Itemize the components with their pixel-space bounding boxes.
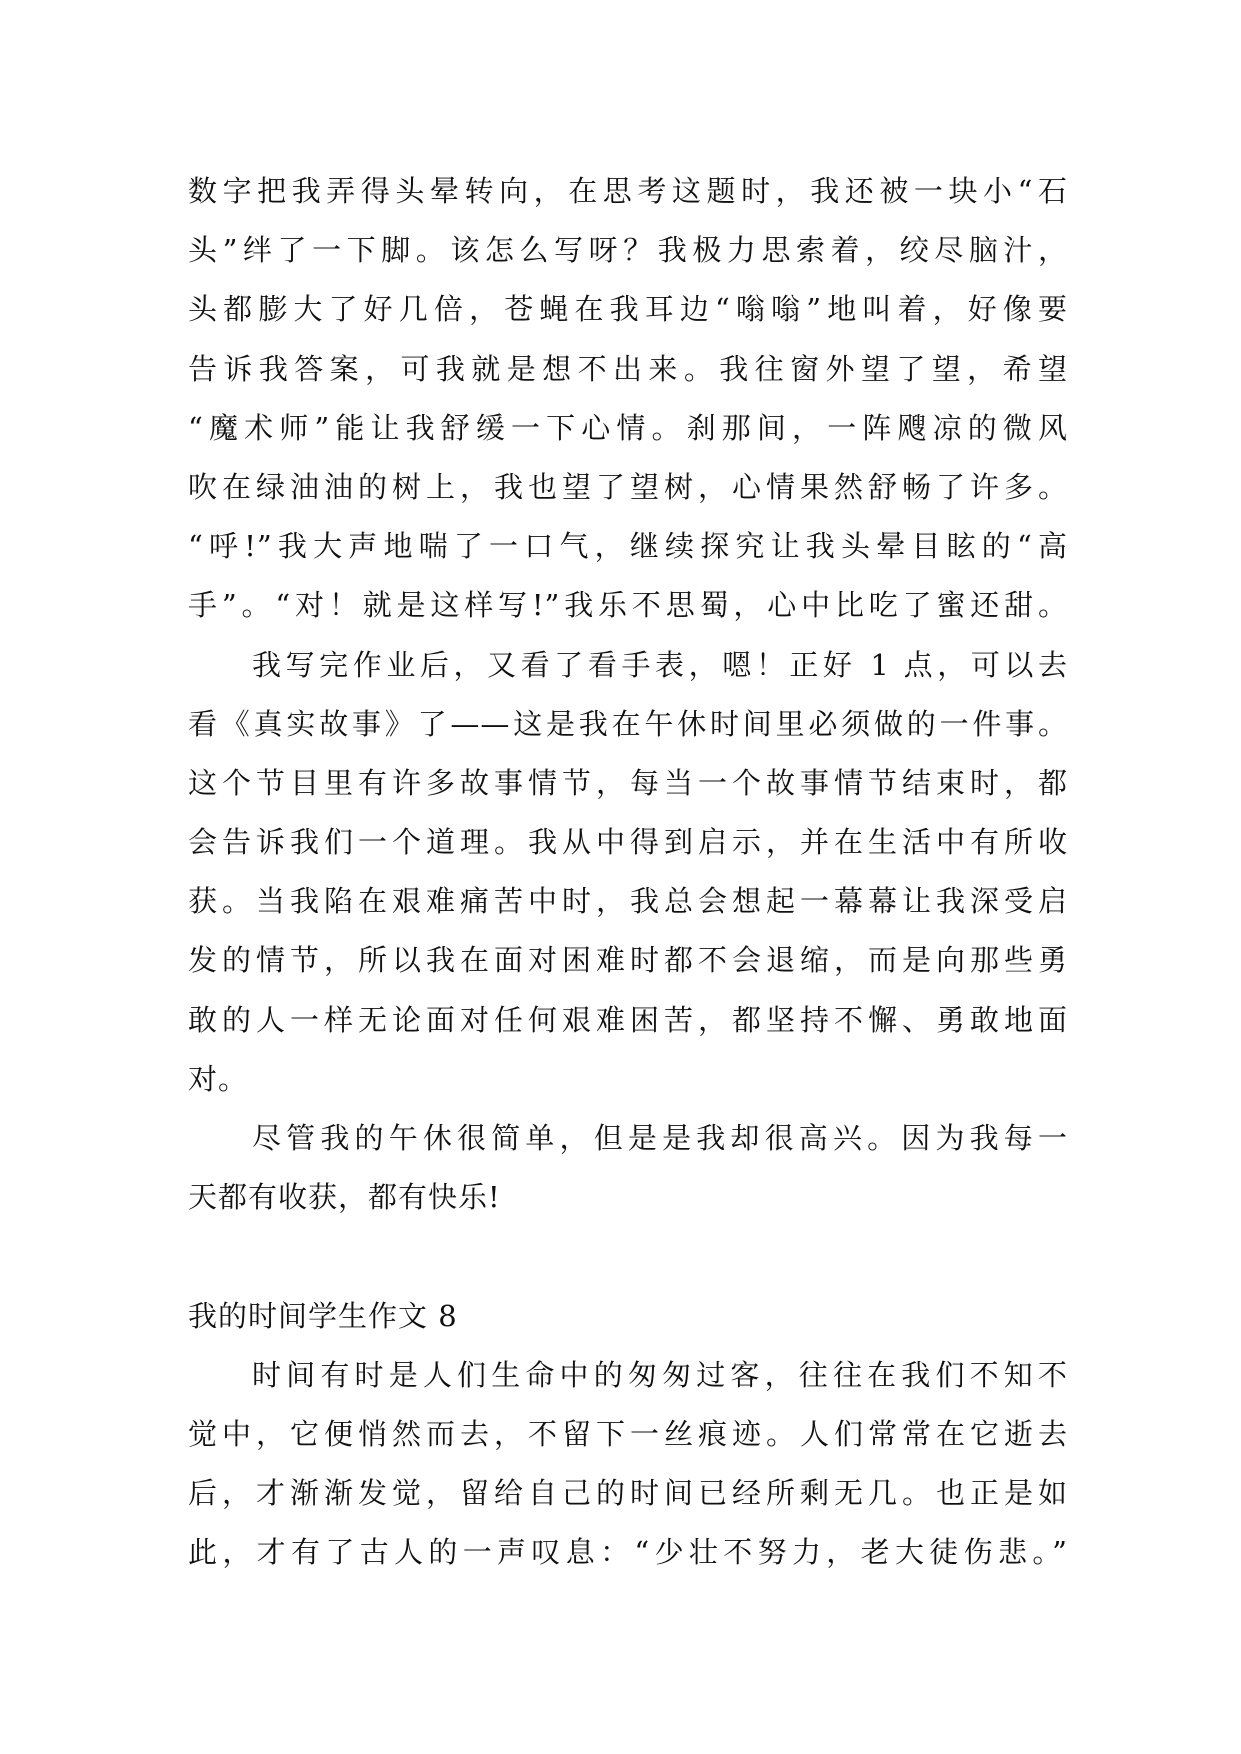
- text-line: 告诉我答案，可我就是想不出来。我往窗外望了望，希望: [188, 351, 1068, 386]
- text-line: 头都膨大了好几倍，苍蝇在我耳边“嗡嗡”地叫着，好像要: [188, 292, 1068, 327]
- text-line: 头”绊了一下脚。该怎么写呀？我极力思索着，绞尽脑汁，: [188, 233, 1068, 268]
- paragraph-3: [188, 1109, 1068, 1227]
- text-line: 觉中，它便悄然而去，不留下一丝痕迹。人们常常在它逝去: [188, 1416, 1068, 1451]
- text-line: 数字把我弄得头晕转向，在思考这题时，我还被一块小“石: [188, 174, 1068, 208]
- text-line: “魔术师”能让我舒缓一下心情。刹那间，一阵飕凉的微风: [188, 410, 1068, 445]
- text-line: 后，才渐渐发觉，留给自己的时间已经所剩无几。也正是如: [188, 1476, 1068, 1511]
- text-line: 获。当我陷在艰难痛苦中时，我总会想起一幕幕让我深受启: [188, 884, 1068, 919]
- paragraph-2: [188, 636, 1068, 1110]
- text-line: 尽管我的午休很简单，但是是我却很高兴。因为我每一: [252, 1121, 1068, 1155]
- text-line: 发的情节，所以我在面对困难时都不会退缩，而是向那些勇: [188, 943, 1068, 978]
- paragraph-4: [188, 1346, 1068, 1583]
- text-line: 这个节目里有许多故事情节，每当一个故事情节结束时，都: [188, 765, 1068, 800]
- text-line: 此，才有了古人的一声叹息：“少壮不努力，老大徒伤悲。”: [188, 1535, 1068, 1570]
- text-line: 对。: [188, 1061, 249, 1096]
- text-line: 我写完作业后，又看了看手表，嗯！正好 1 点，可以去: [252, 647, 1068, 682]
- paragraph-1: [188, 162, 1068, 636]
- blank-line: [188, 1227, 1068, 1286]
- text-line: 看《真实故事》了——这是我在午休时间里必须做的一件事。: [188, 706, 1068, 741]
- document-body: [188, 162, 1068, 1583]
- text-line: 天都有收获，都有快乐!: [188, 1180, 501, 1215]
- text-line: “呼!”我大声地喘了一口气，继续探究让我头晕目眩的“高: [188, 529, 1068, 564]
- text-line: 时间有时是人们生命中的匆匆过客，往往在我们不知不: [252, 1357, 1068, 1392]
- section-heading: 我的时间学生作文 8: [188, 1298, 458, 1333]
- text-line: 吹在绿油油的树上，我也望了望树，心情果然舒畅了许多。: [188, 469, 1068, 504]
- text-line: 敢的人一样无论面对任何艰难困苦，都坚持不懈、勇敢地面: [188, 1002, 1068, 1037]
- text-line: 会告诉我们一个道理。我从中得到启示，并在生活中有所收: [188, 825, 1068, 860]
- text-line: 手”。“对！就是这样写!”我乐不思蜀，心中比吃了蜜还甜。: [188, 588, 1068, 623]
